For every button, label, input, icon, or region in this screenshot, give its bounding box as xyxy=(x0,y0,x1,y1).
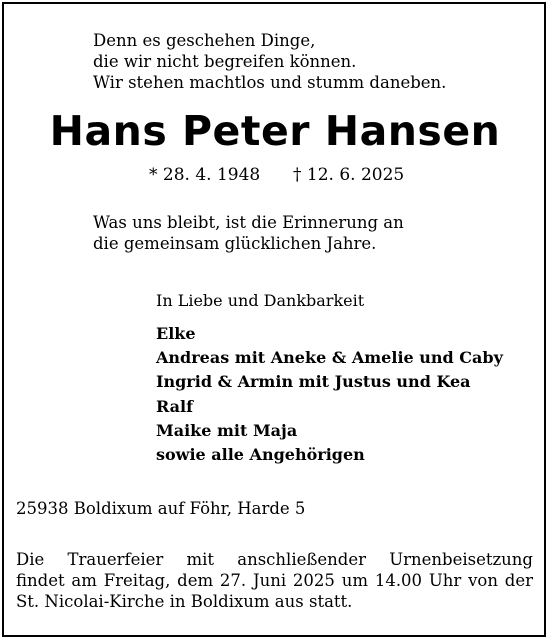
mourner-name: Maike mit Maja xyxy=(156,420,298,440)
ceremony-info xyxy=(16,549,533,612)
birth-date: * 28. 4. 1948 xyxy=(149,165,261,185)
opening-quote xyxy=(93,30,446,93)
remembrance-line: die gemeinsam glücklichen Jahre. xyxy=(93,234,377,253)
mourners-intro: In Liebe und Dankbarkeit xyxy=(156,291,365,310)
mourner-name: sowie alle Angehörigen xyxy=(156,445,365,465)
deceased-name: Hans Peter Hansen xyxy=(49,107,501,155)
remembrance-line: Was uns bleibt, ist die Erinnerung an xyxy=(93,213,404,232)
quote-line: Denn es geschehen Dinge, xyxy=(93,31,316,50)
family-address: 25938 Boldixum auf Föhr, Harde 5 xyxy=(16,499,306,518)
ceremony-line: findet am Freitag, dem 27. Juni 2025 um 14.00 Uhr von der xyxy=(16,571,533,590)
mourners-list xyxy=(156,322,503,467)
mourner-name: Elke xyxy=(156,324,196,343)
mourner-name: Ingrid & Armin mit Justus und Kea xyxy=(156,372,471,392)
mourner-name: Andreas mit Aneke & Amelie und Caby xyxy=(156,348,503,368)
ceremony-line: St. Nicolai-Kirche in Boldixum aus statt. xyxy=(16,592,353,611)
quote-line: Wir stehen machtlos und stumm daneben. xyxy=(93,73,447,92)
quote-line: die wir nicht begreifen können. xyxy=(93,52,357,71)
death-date: † 12. 6. 2025 xyxy=(293,165,405,185)
mourner-name: Ralf xyxy=(156,396,193,416)
notice-border xyxy=(2,2,546,637)
ceremony-line: Die Trauerfeier mit anschließender Urnenbeisetzung xyxy=(16,550,533,569)
remembrance-text xyxy=(93,212,404,254)
